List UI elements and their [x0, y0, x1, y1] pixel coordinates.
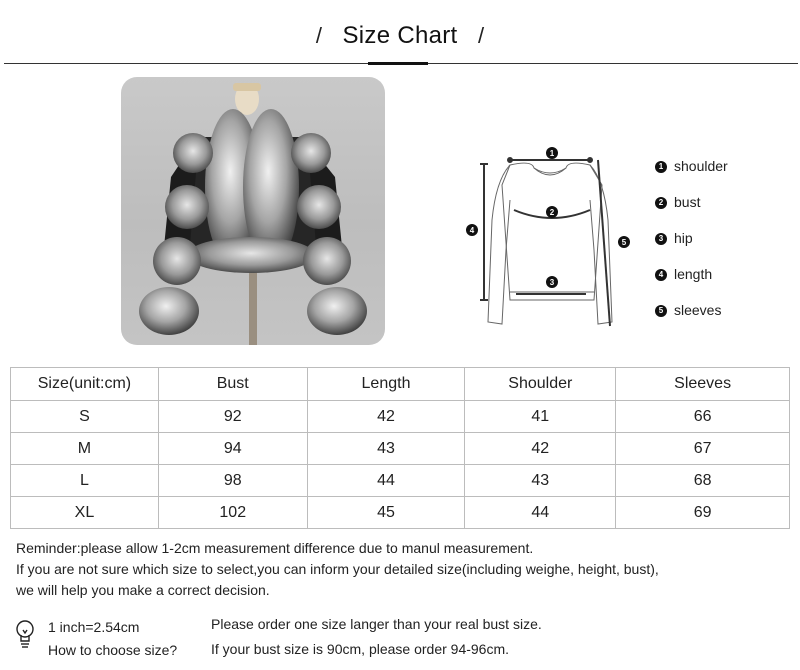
- measurement-notes: [16, 538, 796, 601]
- svg-text:5: 5: [621, 238, 627, 247]
- table-cell: 67: [616, 433, 790, 465]
- tips-left-column: [48, 616, 177, 662]
- sweater-outline-icon: [462, 140, 638, 340]
- legend-item-bust: [655, 194, 795, 230]
- legend-number-badge: 3: [655, 233, 667, 245]
- legend-number-badge: 2: [655, 197, 667, 209]
- measurement-diagram: [462, 140, 638, 340]
- product-photo: [121, 77, 385, 345]
- table-row: [11, 401, 790, 433]
- help-text-continued: we will help you make a correct decision.: [16, 582, 270, 598]
- table-header-row: [11, 368, 790, 401]
- table-cell: 69: [616, 497, 790, 529]
- table-cell: 44: [307, 465, 465, 497]
- svg-text:4: 4: [469, 226, 475, 235]
- measurement-legend: [655, 158, 795, 338]
- table-cell: 41: [465, 401, 616, 433]
- reminder-text: Reminder:please allow 1-2cm measurement difference due to manul measurement.: [16, 540, 534, 556]
- size-tips: [14, 612, 794, 662]
- column-header-shoulder: Shoulder: [465, 368, 616, 401]
- table-cell: 66: [616, 401, 790, 433]
- column-header-length: Length: [307, 368, 465, 401]
- table-cell: 98: [158, 465, 307, 497]
- title-slash-left: /: [315, 23, 323, 48]
- inch-conversion: 1 inch=2.54cm: [48, 619, 140, 635]
- table-cell: 92: [158, 401, 307, 433]
- table-cell: 94: [158, 433, 307, 465]
- table-row: [11, 497, 790, 529]
- table-cell: S: [11, 401, 159, 433]
- fur-jacket-illustration: [121, 77, 385, 345]
- table-cell: 68: [616, 465, 790, 497]
- column-header-bust: Bust: [158, 368, 307, 401]
- how-to-choose-label: How to choose size?: [48, 642, 178, 658]
- table-cell: XL: [11, 497, 159, 529]
- title-slash-right: /: [477, 23, 485, 48]
- table-row: [11, 465, 790, 497]
- size-table: [10, 367, 790, 529]
- size-advice-line-2: If your bust size is 90cm, please order 94-96cm.: [211, 641, 510, 657]
- table-cell: 42: [465, 433, 616, 465]
- legend-item-shoulder: [655, 158, 795, 194]
- legend-item-sleeves: [655, 302, 795, 338]
- table-cell: 43: [307, 433, 465, 465]
- legend-label: sleeves: [674, 302, 722, 318]
- svg-text:1: 1: [549, 149, 555, 158]
- table-cell: 43: [465, 465, 616, 497]
- legend-label: bust: [674, 194, 701, 210]
- svg-text:3: 3: [549, 278, 555, 287]
- table-row: [11, 433, 790, 465]
- column-header-sleeves: Sleeves: [616, 368, 790, 401]
- svg-text:2: 2: [549, 208, 555, 217]
- legend-label: length: [674, 266, 713, 282]
- table-cell: L: [11, 465, 159, 497]
- lightbulb-icon: [14, 618, 36, 652]
- legend-number-badge: 5: [655, 305, 667, 317]
- table-cell: 44: [465, 497, 616, 529]
- legend-label: shoulder: [674, 158, 728, 174]
- legend-number-badge: 4: [655, 269, 667, 281]
- page-title: Size Chart: [342, 22, 458, 49]
- column-header-size: Size(unit:cm): [11, 368, 159, 401]
- legend-label: hip: [674, 230, 693, 246]
- title-divider-accent: [368, 62, 428, 65]
- table-cell: 45: [307, 497, 465, 529]
- table-cell: 42: [307, 401, 465, 433]
- table-cell: 102: [158, 497, 307, 529]
- legend-number-badge: 1: [655, 161, 667, 173]
- help-text: If you are not sure which size to select,you can inform your detailed size(including weighe, height, bust),: [16, 561, 659, 577]
- title-row: [0, 22, 800, 58]
- size-advice-line-1: Please order one size langer than your real bust size.: [211, 616, 542, 632]
- table-cell: M: [11, 433, 159, 465]
- legend-item-length: [655, 266, 795, 302]
- tips-right-column: [211, 612, 542, 662]
- legend-item-hip: [655, 230, 795, 266]
